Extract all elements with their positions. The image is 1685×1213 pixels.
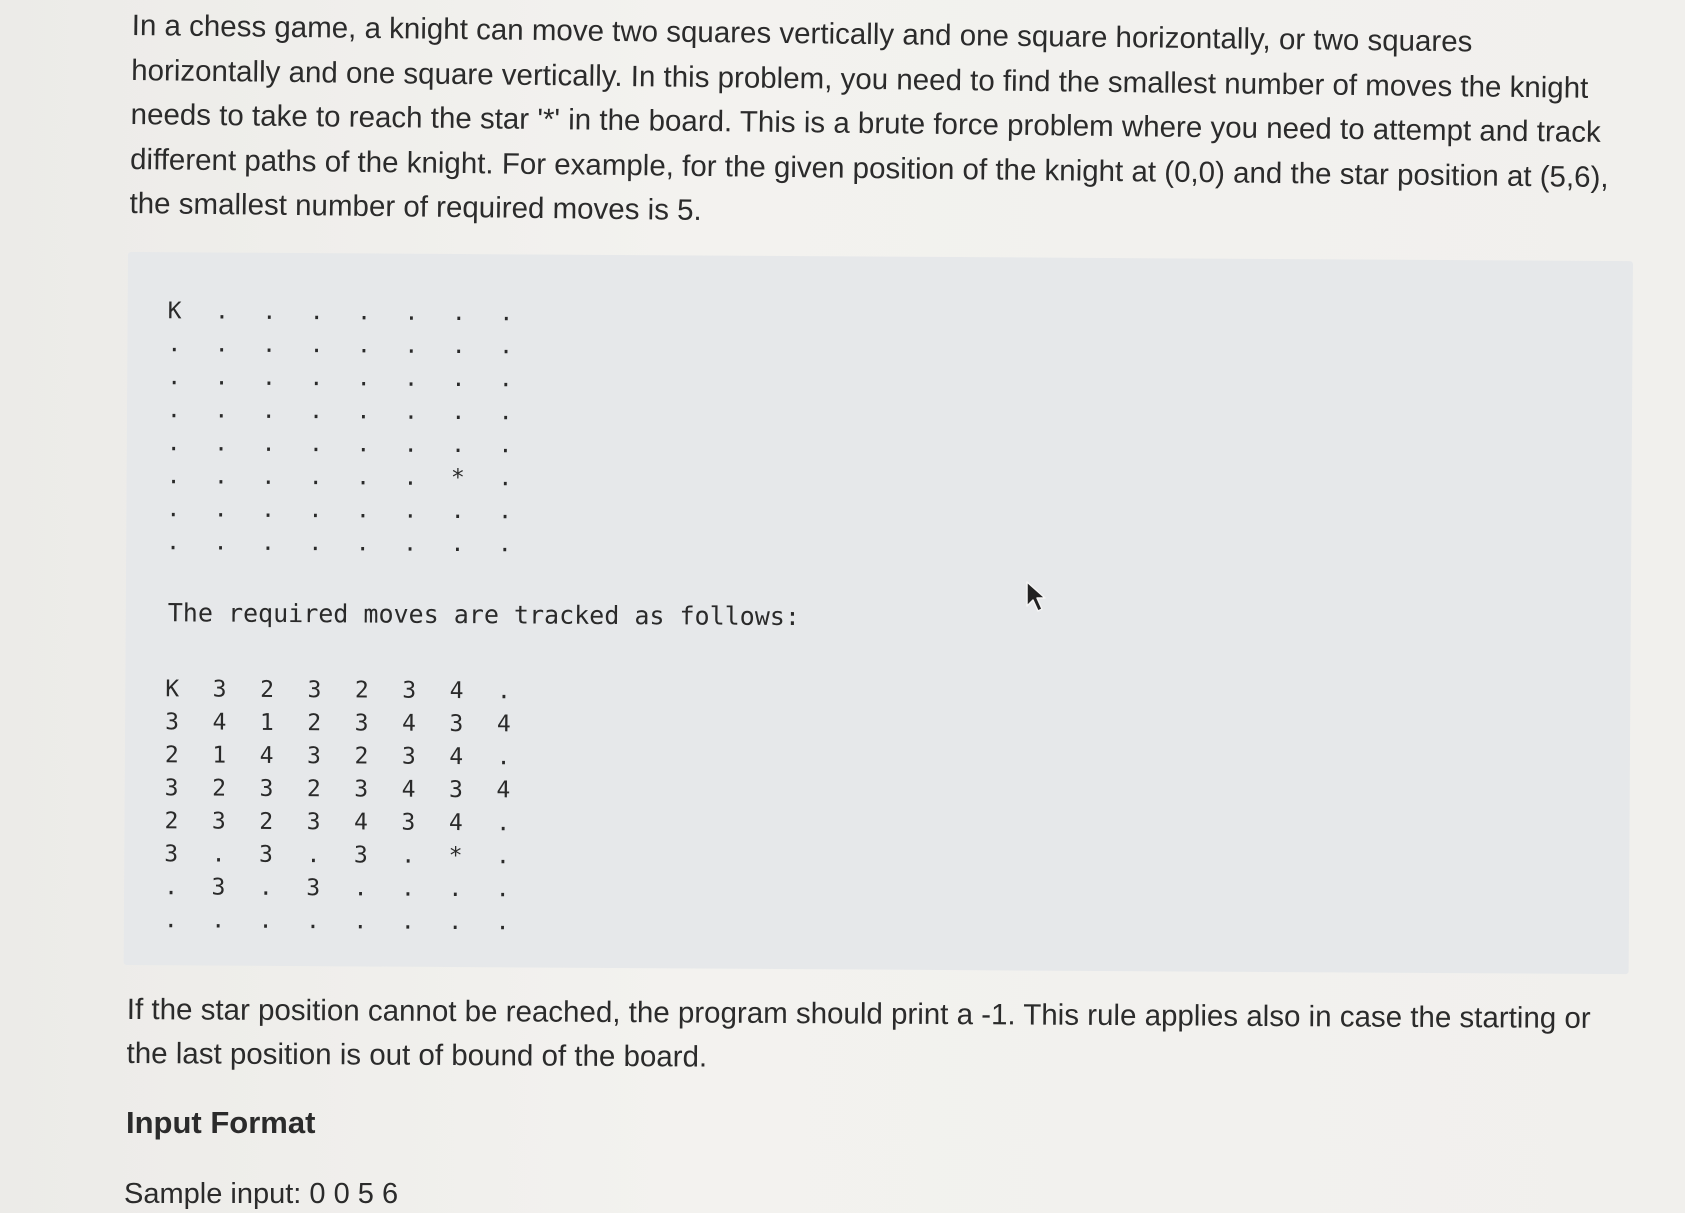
board-cell: . bbox=[404, 332, 419, 359]
board-cell: . bbox=[496, 743, 511, 770]
board-cell: . bbox=[403, 530, 418, 557]
board-cell: . bbox=[451, 398, 466, 425]
board-cell: . bbox=[213, 496, 228, 523]
board-cell: . bbox=[166, 462, 181, 489]
board-cell: 2 bbox=[354, 676, 369, 703]
board-cell: . bbox=[308, 430, 323, 457]
board-cell: . bbox=[403, 464, 418, 491]
unreachable-rule-text: If the star position cannot be reached, the program should print a -1. This rule applies also in case the starting or the last position is out of bound of the board. bbox=[126, 992, 1591, 1074]
board-cell: . bbox=[214, 364, 229, 391]
board-cell: . bbox=[496, 677, 511, 704]
board-cell: . bbox=[401, 842, 416, 869]
board-cell: 3 bbox=[401, 809, 416, 836]
board-row bbox=[167, 426, 546, 461]
board-cell: * bbox=[448, 842, 463, 869]
board-cell: . bbox=[448, 875, 463, 902]
board-cell: 3 bbox=[165, 708, 180, 735]
board-cell: . bbox=[451, 299, 466, 326]
board-cell: . bbox=[261, 430, 276, 457]
board-cell: . bbox=[450, 530, 465, 557]
board-cell: . bbox=[308, 529, 323, 556]
board-row bbox=[168, 294, 547, 329]
board-cell: 3 bbox=[259, 841, 274, 868]
board-cell: 3 bbox=[354, 709, 369, 736]
tracked-moves-caption: The required moves are tracked as follows: bbox=[167, 598, 801, 632]
board-cell: . bbox=[214, 397, 229, 424]
board-cell: . bbox=[308, 496, 323, 523]
board-cell: 4 bbox=[212, 709, 227, 736]
board-cell: 3 bbox=[306, 874, 321, 901]
initial-board bbox=[166, 294, 547, 560]
board-cell: . bbox=[403, 431, 418, 458]
board-cell: . bbox=[262, 331, 277, 358]
board-cell: . bbox=[496, 809, 511, 836]
board-cell: . bbox=[498, 497, 513, 524]
board-cell: . bbox=[353, 874, 368, 901]
board-cell: 4 bbox=[448, 809, 463, 836]
board-cell: 4 bbox=[354, 808, 369, 835]
board-cell: 2 bbox=[212, 775, 227, 802]
board-cell: 2 bbox=[164, 741, 179, 768]
problem-description: In a chess game, a knight can move two squares vertically and one square horizontally, or two squares horizontally and one square vertically. In this problem, you need to find the smallest number of moves the knight needs to take to reach the star '*' in the board. This is a brute force problem where you need to attempt and track different paths of the knight. For example, for the given position of the knight at (0,0) and the star position at (5,6), the smallest number of required moves is 5. bbox=[129, 8, 1609, 227]
input-format-heading: Input Format bbox=[126, 1105, 316, 1140]
board-cell: 3 bbox=[164, 774, 179, 801]
board-cell: K bbox=[165, 675, 180, 702]
board-cell: * bbox=[450, 464, 465, 491]
board-cell: . bbox=[497, 530, 512, 557]
board-cell: 4 bbox=[449, 743, 464, 770]
board-cell: . bbox=[356, 397, 371, 424]
board-cell: . bbox=[213, 529, 228, 556]
board-cell: . bbox=[450, 497, 465, 524]
board-cell: . bbox=[213, 463, 228, 490]
board-cell: . bbox=[166, 429, 181, 456]
board-cell: 3 bbox=[448, 776, 464, 803]
board-cell: . bbox=[167, 363, 182, 390]
board-cell: . bbox=[167, 330, 182, 357]
board-cell: . bbox=[309, 298, 324, 325]
board-cell: 2 bbox=[354, 742, 369, 769]
board-cell: . bbox=[308, 463, 323, 490]
board-cell: . bbox=[163, 906, 178, 933]
board-row bbox=[167, 393, 546, 428]
board-cell: . bbox=[451, 431, 466, 458]
board-cell: . bbox=[498, 431, 513, 458]
board-cell: . bbox=[498, 464, 513, 491]
board-cell: 3 bbox=[164, 840, 179, 867]
board-cell: . bbox=[356, 364, 371, 391]
board-cell: 3 bbox=[401, 743, 416, 770]
tracked-moves-board bbox=[164, 672, 545, 938]
board-cell: . bbox=[404, 299, 419, 326]
board-cell: . bbox=[355, 529, 370, 556]
board-cell: . bbox=[448, 908, 463, 935]
board-cell: . bbox=[166, 396, 181, 423]
board-cell: 4 bbox=[449, 677, 464, 704]
board-cell: . bbox=[404, 365, 419, 392]
sample-input-text: Sample input: 0 0 5 6 bbox=[124, 1178, 399, 1210]
board-cell: . bbox=[306, 841, 321, 868]
board-cell: . bbox=[495, 908, 510, 935]
board-cell: . bbox=[356, 430, 371, 457]
board-cell: . bbox=[261, 397, 276, 424]
tracked-board-row bbox=[164, 903, 543, 938]
board-cell: . bbox=[261, 364, 276, 391]
board-cell: . bbox=[353, 907, 368, 934]
mouse-pointer-icon bbox=[1025, 580, 1047, 614]
tracked-board-row bbox=[164, 870, 543, 905]
board-cell: . bbox=[356, 463, 371, 490]
board-cell: 4 bbox=[496, 776, 511, 803]
tracked-board-row bbox=[165, 771, 544, 806]
board-cell: . bbox=[498, 365, 513, 392]
board-cell: . bbox=[403, 497, 418, 524]
board-cell: . bbox=[495, 842, 510, 869]
board-cell: . bbox=[166, 495, 181, 522]
board-cell: 3 bbox=[212, 676, 227, 703]
board-cell: . bbox=[355, 496, 370, 523]
board-cell: . bbox=[309, 397, 324, 424]
board-cell: . bbox=[258, 907, 273, 934]
board-cell: 1 bbox=[259, 709, 274, 736]
board-cell: 4 bbox=[402, 710, 417, 737]
board-row bbox=[166, 492, 545, 527]
tracked-board-row bbox=[164, 837, 543, 872]
board-cell: 2 bbox=[164, 807, 179, 834]
board-cell: . bbox=[261, 496, 276, 523]
tracked-board-row bbox=[165, 738, 544, 773]
board-cell: 3 bbox=[307, 742, 322, 769]
board-cell: . bbox=[214, 331, 229, 358]
board-cell: 4 bbox=[496, 710, 511, 737]
board-cell: 3 bbox=[259, 775, 274, 802]
board-cell: 2 bbox=[307, 709, 322, 736]
board-cell: . bbox=[309, 364, 324, 391]
board-cell: . bbox=[403, 398, 418, 425]
board-cell: . bbox=[400, 908, 415, 935]
board-cell: 2 bbox=[306, 775, 321, 802]
board-cell: 3 bbox=[402, 677, 417, 704]
board-cell: K bbox=[167, 297, 182, 324]
board-cell: . bbox=[309, 331, 324, 358]
board-cell: 2 bbox=[259, 808, 274, 835]
board-cell: . bbox=[211, 907, 226, 934]
board-cell: . bbox=[499, 299, 514, 326]
board-cell: . bbox=[214, 298, 229, 325]
board-cell: 3 bbox=[211, 808, 226, 835]
board-cell: . bbox=[356, 331, 371, 358]
board-row bbox=[166, 525, 545, 560]
board-cell: 3 bbox=[211, 874, 226, 901]
board-cell: 3 bbox=[449, 710, 464, 737]
board-cell: . bbox=[451, 365, 466, 392]
board-cell: . bbox=[214, 430, 229, 457]
board-cell: 3 bbox=[353, 841, 368, 868]
board-cell: . bbox=[499, 332, 514, 359]
tracked-board-row bbox=[165, 672, 544, 707]
board-cell: . bbox=[262, 298, 277, 325]
board-cell: . bbox=[400, 875, 416, 902]
board-row bbox=[167, 360, 546, 395]
board-cell: . bbox=[495, 875, 510, 902]
board-cell: 3 bbox=[307, 676, 322, 703]
board-cell: . bbox=[166, 528, 181, 555]
board-cell: 4 bbox=[401, 776, 416, 803]
board-row bbox=[167, 327, 546, 362]
board-cell: . bbox=[357, 298, 372, 325]
board-cell: . bbox=[498, 398, 513, 425]
board-cell: . bbox=[258, 874, 273, 901]
board-cell: . bbox=[260, 529, 275, 556]
board-cell: . bbox=[261, 463, 276, 490]
board-row bbox=[167, 459, 546, 494]
board-cell: . bbox=[306, 907, 321, 934]
board-cell: . bbox=[451, 332, 466, 359]
tracked-board-row bbox=[164, 804, 543, 839]
board-cell: 4 bbox=[259, 742, 274, 769]
board-cell: 2 bbox=[260, 676, 275, 703]
board-cell: 3 bbox=[306, 808, 321, 835]
board-cell: 3 bbox=[354, 775, 369, 802]
tracked-board-row bbox=[165, 705, 544, 740]
board-cell: . bbox=[211, 841, 226, 868]
board-cell: 1 bbox=[212, 742, 227, 769]
code-block bbox=[124, 252, 1633, 974]
board-cell: . bbox=[164, 873, 179, 900]
